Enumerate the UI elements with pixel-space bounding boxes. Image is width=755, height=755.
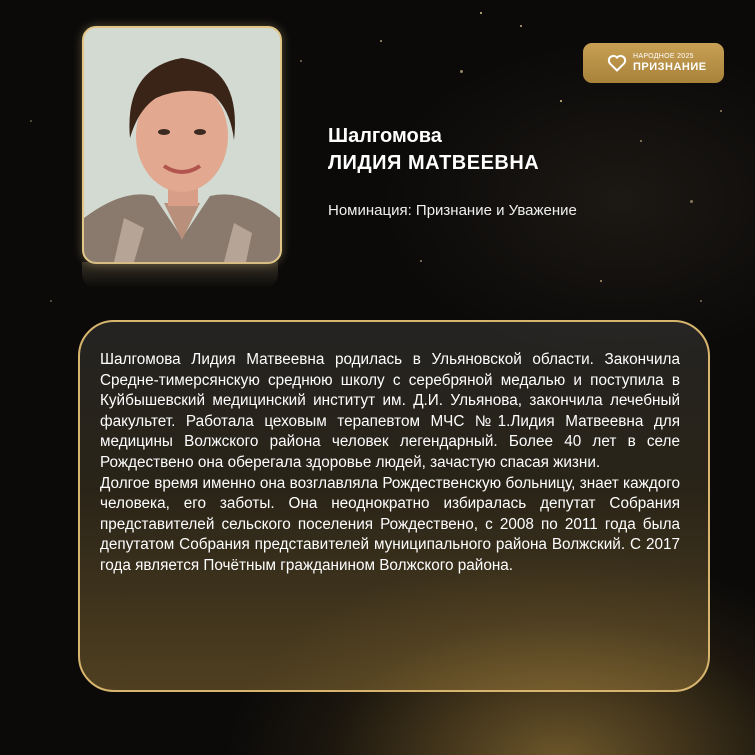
person-given-name: ЛИДИЯ МАТВЕЕВНА [328, 152, 540, 174]
biography-paragraph-2: Долгое время именно она возглавляла Рождественскую больницу, знает каждого человека, его заботы. Она неоднократно избиралась депутат Собрания представителей сельского поселения Рождествено, с 2008 по 2011 года была депутатом Собрания представителей муниципального района Волжский. С 2017 года является Почётным гражданином Волжского района. [100, 474, 680, 574]
logo-line2: ПРИЗНАНИЕ [633, 61, 707, 73]
narodnoe-priznanie-logo [583, 43, 724, 83]
logo-line1: НАРОДНОЕ 2025 [633, 53, 694, 60]
nomination-label: Номинация: Признание и Уважение [328, 202, 577, 219]
heart-icon [607, 53, 627, 73]
person-surname: Шалгомова [328, 125, 442, 147]
portrait-illustration [84, 28, 280, 262]
biography-card [78, 320, 710, 692]
photo-reflection [82, 262, 278, 288]
biography-paragraph-1: Шалгомова Лидия Матвеевна родилась в Ульяновской области. Закончила Средне-тимерсянскую среднюю школу с серебряной медалью и поступила в Куйбышевский медицинский институт им. Д.И. Ульянова, закончила лечебный факультет. Работала цеховым терапевтом МЧС №1.Лидия Матвеевна для медицины Волжского района человек легендарный. Более 40 лет в селе Рождествено она оберегала здоровье людей, зачастую спасая жизни. [100, 351, 680, 471]
portrait-photo [82, 26, 282, 264]
